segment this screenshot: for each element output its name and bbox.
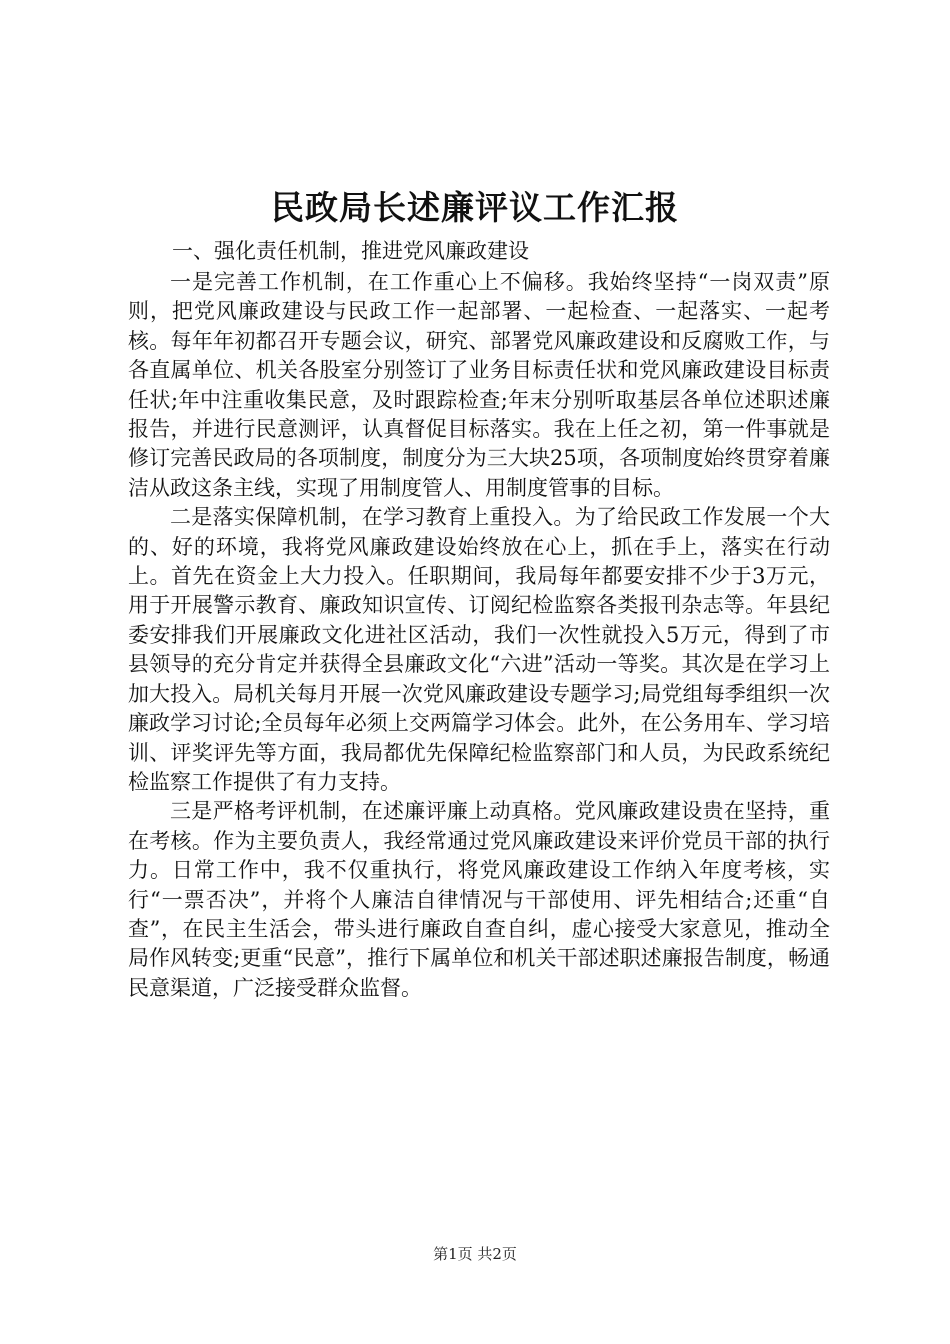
document-title: 民政局长述廉评议工作汇报	[271, 188, 679, 227]
paragraph-evaluation-mechanism: 三是严格考评机制，在述廉评廉上动真格。党风廉政建设贵在坚持，重在考核。作为主要负责人，我经常通过党风廉政建设来评价党员干部的执行力。日常工作中，我不仅重执行，将党风廉政建设工作纳入年度考核，实行“一票否决”，并将个人廉洁自律情况与干部使用、评先相结合;还重“自查”，在民主生活会，带头进行廉政自查自纠，虚心接受大家意见，推动全局作风转变;更重“民意”，推行下属单位和机关干部述职述廉报告制度，畅通民意渠道，广泛接受群众监督。	[128, 799, 830, 1000]
document-body	[128, 234, 830, 1003]
page-number-footer: 第1页 共2页	[433, 1245, 517, 1263]
paragraph-work-mechanism: 一是完善工作机制，在工作重心上不偏移。我始终坚持“一岗双责”原则，把党风廉政建设与民政工作一起部署、一起检查、一起落实、一起考核。每年年初都召开专题会议，研究、部署党风廉政建设和反腐败工作，与各直属单位、机关各股室分别签订了业务目标责任状和党风廉政建设目标责任状;年中注重收集民意，及时跟踪检查;年末分别听取基层各单位述职述廉报告，并进行民意测评，认真督促目标落实。我在上任之初，第一件事就是修订完善民政局的各项制度，制度分为三大块25项，各项制度始终贯穿着廉洁从政这条主线，实现了用制度管人、用制度管事的目标。	[128, 270, 830, 500]
paragraph-guarantee-mechanism: 二是落实保障机制，在学习教育上重投入。为了给民政工作发展一个大的、好的环境，我将党风廉政建设始终放在心上，抓在手上，落实在行动上。首先在资金上大力投入。任职期间，我局每年都要安排不少于3万元，用于开展警示教育、廉政知识宣传、订阅纪检监察各类报刊杂志等。年县纪委安排我们开展廉政文化进社区活动，我们一次性就投入5万元，得到了市县领导的充分肯定并获得全县廉政文化“六进”活动一等奖。其次是在学习上加大投入。局机关每月开展一次党风廉政建设专题学习;局党组每季组织一次廉政学习讨论;全员每年必须上交两篇学习体会。此外，在公务用车、学习培训、评奖评先等方面，我局都优先保障纪检监察部门和人员，为民政系统纪检监察工作提供了有力支持。	[128, 505, 830, 794]
section-heading: 一、强化责任机制，推进党风廉政建设	[172, 239, 529, 263]
